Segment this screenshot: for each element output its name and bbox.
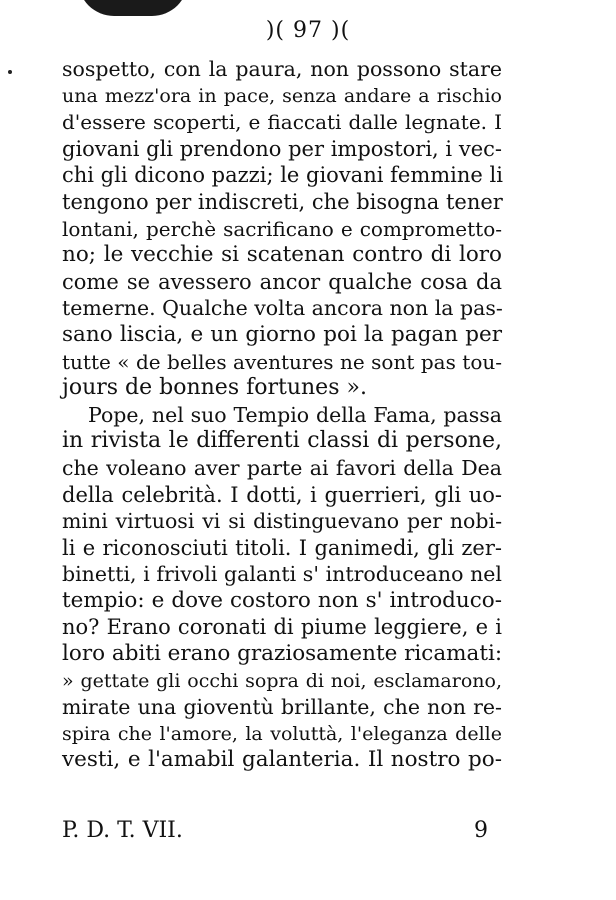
text-line: come se avessero ancor qualche cosa da	[62, 269, 502, 294]
text-line: tempio: e dove costoro non s' introduco-	[62, 587, 502, 613]
text-line: giovani gli prendono per impostori, i vec-	[62, 136, 502, 161]
body-text	[62, 56, 502, 774]
text-line: loro abiti erano graziosamente ricamati:	[62, 641, 503, 667]
top-ink-blot	[78, 0, 188, 16]
text-line: mirate una gioventù brillante, che non re-	[62, 695, 502, 720]
text-line: chi gli dicono pazzi; le giovani femmine li	[62, 163, 503, 188]
text-line: vesti, e l'amabil galanteria. Il nostro po-	[62, 747, 502, 773]
text-line: mini virtuosi vi si distinguevano per nobi-	[62, 509, 502, 534]
text-line: lontani, perchè sacrificano e comprometto-	[62, 216, 502, 241]
paragraph-1	[62, 56, 502, 402]
text-line: della celebrità. I dotti, i guerrieri, gli uo-	[62, 482, 502, 507]
text-line: temerne. Qualche volta ancora non la pas-	[62, 296, 503, 321]
text-line: tengono per indiscreti, che bisogna tener	[62, 189, 503, 214]
sheet-number: 9	[474, 818, 488, 843]
margin-dot	[8, 70, 12, 74]
paragraph-2	[62, 402, 502, 774]
text-line: binetti, i frivoli galanti s' introduceano nel	[62, 562, 502, 587]
text-line: jours de bonnes fortunes ».	[62, 375, 367, 401]
text-line: tutte « de belles aventures ne sont pas tou-	[62, 349, 502, 374]
text-line: che voleano aver parte ai favori della Dea	[62, 455, 502, 480]
text-line: » gettate gli occhi sopra di noi, esclamarono,	[62, 669, 502, 692]
text-line: no? Erano coronati di piume leggiere, e i	[62, 615, 502, 640]
text-line: sospetto, con la paura, non possono stare	[62, 57, 502, 81]
page-number: )( 97 )(	[265, 18, 351, 43]
text-line: spira che l'amore, la voluttà, l'eleganza delle	[62, 722, 502, 745]
text-line: li e riconosciuti titoli. I ganimedi, gli zer-	[62, 535, 502, 560]
signature-mark: P. D. T. VII.	[62, 818, 183, 843]
text-line: no; le vecchie si scatenan contro di loro	[62, 242, 502, 268]
text-line: in rivista le differenti classi di persone,	[62, 428, 502, 454]
text-line: d'essere scoperti, e fiaccati dalle legnate. I	[62, 110, 502, 135]
page-footer	[62, 818, 488, 843]
text-line: una mezz'ora in pace, senza andare a rischio	[62, 84, 502, 107]
text-line: Pope, nel suo Tempio della Fama, passa	[88, 402, 502, 427]
text-line: sano liscia, e un giorno poi la pagan per	[62, 321, 502, 347]
